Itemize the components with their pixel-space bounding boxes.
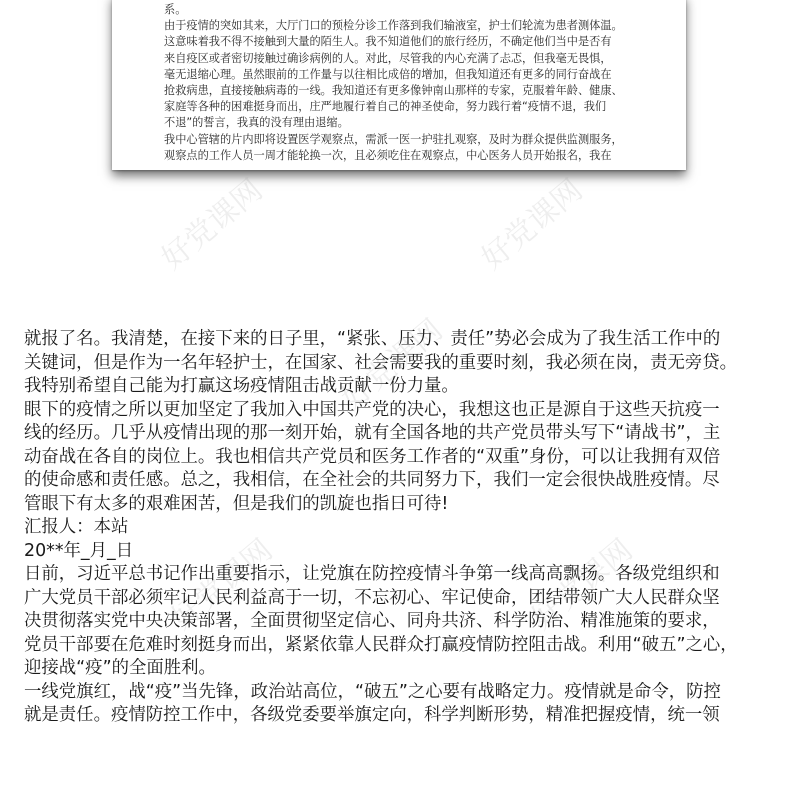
document-body bbox=[24, 328, 780, 728]
scan-line: 不退”的誓言，我真的没有理由退缩。 bbox=[164, 116, 349, 130]
date-line: 20**年_月_日 bbox=[24, 540, 134, 561]
watermark: 好党课网 bbox=[335, 312, 450, 417]
paragraph-line: 线的经历。几乎从疫情出现的那一刻开始，就有全国各地的共产党员带头写下“请战书”，主 bbox=[24, 423, 721, 443]
paragraph-line: 管眼下有太多的艰难困苦，但是我们的凯旋也指日可待! bbox=[24, 493, 449, 514]
watermark: 好党课网 bbox=[475, 172, 590, 277]
scan-line: 我中心管辖的片内即将设置医学观察点，需派一医一护驻扎观察，及时为群众提供监测服务， bbox=[164, 132, 623, 146]
scan-line: 毫无退缩心理。虽然眼前的工作量与以往相比成倍的增加，但我知道还有更多的同行奋战在 bbox=[164, 67, 612, 81]
scanned-page-image bbox=[112, 0, 686, 170]
scanned-page-text bbox=[164, 2, 664, 164]
paragraph-line: 日前，习近平总书记作出重要指示，让党旗在防控疫情斗争第一线高高飘扬。各级党组织和 bbox=[24, 564, 720, 584]
paragraph-line: 的使命感和责任感。总之，我相信，在全社会的共同努力下，我们一定会很快战胜疫情。尽 bbox=[24, 470, 720, 490]
paragraph-line: 党员干部要在危难时刻挺身而出，紧紧依靠人民群众打赢疫情防控阻击战。利用“破五”之心， bbox=[24, 634, 738, 655]
watermark: 好党课网 bbox=[525, 532, 640, 637]
scan-line: 由于疫情的突如其来，大厅门口的预检分诊工作落到我们输液室，护士们轮流为患者测体温。 bbox=[164, 19, 623, 33]
reporter-line: 汇报人：本站 bbox=[24, 517, 129, 537]
top-band bbox=[0, 0, 800, 192]
paragraph-line: 动奋战在各自的岗位上。我也相信共产党员和医务工作者的“双重”身份，可以让我拥有双倍 bbox=[24, 446, 721, 467]
paragraph-line: 一线党旗红，战“疫”当先锋，政治站高位，“破五”之心要有战略定力。疫情就是命令，防控 bbox=[24, 681, 721, 702]
watermark: 好党课网 bbox=[155, 172, 270, 277]
scan-line: 家庭等各种的困难挺身而出，庄严地履行着自己的神圣使命，努力践行着“疫情不退，我们 bbox=[164, 100, 607, 114]
watermark: 好党课网 bbox=[165, 532, 280, 637]
scan-line: 这意味着我不得不接触到大量的陌生人。我不知道他们的旅行经历，不确定他们当中是否有 bbox=[164, 35, 612, 49]
paragraph-line: 关键词，但是作为一名年轻护士，在国家、社会需要我的重要时刻，我必须在岗，责无旁贷。 bbox=[24, 352, 738, 373]
scan-line: 系。 bbox=[164, 3, 187, 16]
paragraph-line: 眼下的疫情之所以更加坚定了我加入中国共产党的决心，我想这也正是源自于这些天抗疫一 bbox=[24, 399, 720, 420]
scan-line: 观察点的工作人员一周才能轮换一次，且必须吃住在观察点，中心医务人员开始报名，我在 bbox=[164, 148, 612, 162]
paragraph-line: 决贯彻落实党中央决策部署，全面贯彻坚定信心、同舟共济、科学防治、精准施策的要求， bbox=[24, 611, 720, 631]
paragraph-line: 就报了名。我清楚，在接下来的日子里，“紧张、压力、责任”势必会成为了我生活工作中的 bbox=[24, 329, 721, 349]
paragraph-line: 就是责任。疫情防控工作中，各级党委要举旗定向，科学判断形势，精准把握疫情，统一领 bbox=[24, 705, 720, 725]
paragraph-line: 迎接战“疫”的全面胜利。 bbox=[24, 658, 216, 678]
paragraph-line: 广大党员干部必须牢记人民利益高于一切，不忘初心、牢记使命，团结带领广大人民群众坚 bbox=[24, 587, 720, 608]
paragraph-line: 我特别希望自己能为打赢这场疫情阻击战贡献一份力量。 bbox=[24, 376, 459, 396]
scan-line: 来自疫区或者密切接触过确诊病例的人。对此，尽管我的内心充满了忐忑，但我毫无畏惧， bbox=[164, 51, 612, 65]
scan-line: 抢救病患，直接接触病毒的一线。我知道还有更多像钟南山那样的专家，克服着年龄、健康、 bbox=[164, 83, 623, 97]
